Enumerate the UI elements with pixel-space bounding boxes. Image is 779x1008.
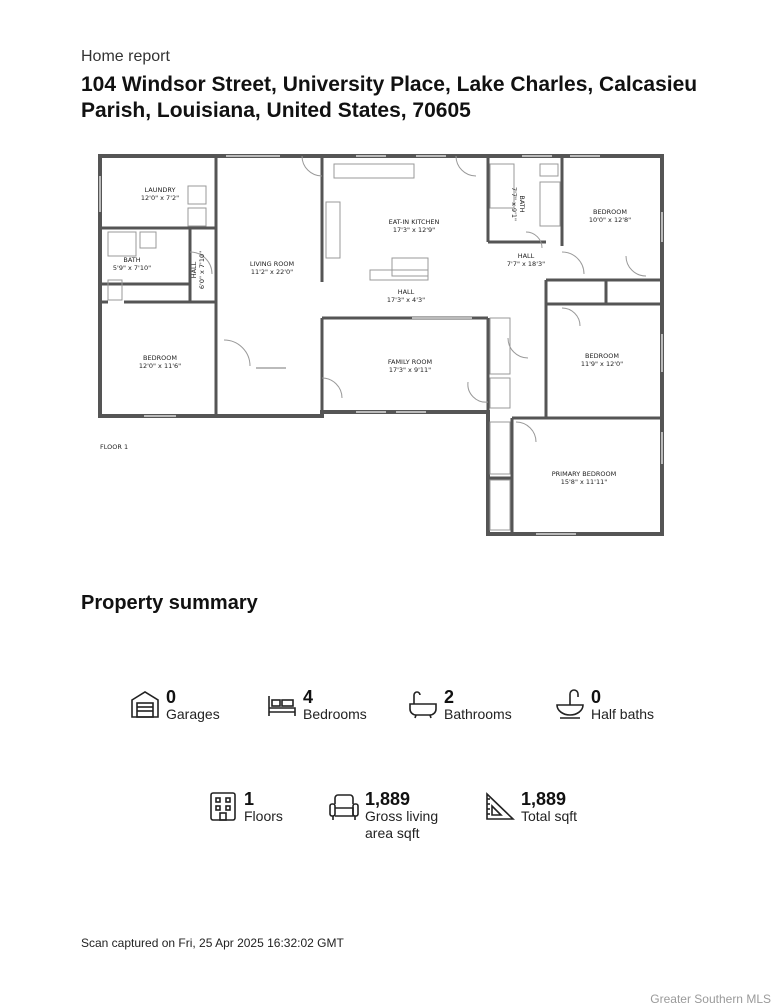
stat-value: 1,889 [521,789,567,809]
scan-timestamp: Scan captured on Fri, 25 Apr 2025 16:32:02 GMT [81,936,344,950]
room-label-bedroom-2: BEDROOM 10'0" x 12'8" [588,208,632,224]
room-label-bath-1: BATH 5'9" x 7'10" [112,256,152,272]
room-label-laundry: LAUNDRY 12'0" x 7'2" [140,186,180,202]
summary-title: Property summary [81,592,258,614]
room-label-bath-2: BATH7'7" x 9'1" [510,186,526,222]
stat-value: 1,889 [365,789,411,809]
stat-label: Bedrooms [303,706,367,722]
stat-half-baths [554,688,654,723]
stat-value: 0 [166,687,177,707]
stat-value: 1 [244,789,255,809]
room-label-kitchen: EAT-IN KITCHEN 17'3" x 12'9" [388,218,440,234]
garage-icon [129,688,161,720]
bathtub-icon [407,688,439,720]
floor-plan-drawing [96,152,666,542]
stat-label: Floors [244,808,283,824]
stat-label: Half baths [591,706,655,722]
stat-value: 4 [303,687,314,707]
report-kicker: Home report [81,48,170,65]
fixtures [108,164,560,530]
armchair-icon [328,790,360,822]
stat-bedrooms [266,688,367,723]
building-icon [207,790,239,822]
stat-label-line-1: Gross living [365,808,439,824]
room-label-living-room: LIVING ROOM 11'2" x 22'0" [249,260,295,276]
stat-floors [207,790,283,825]
stat-label: Garages [166,706,220,722]
room-label-family-room: FAMILY ROOM 17'3" x 9'11" [387,358,433,374]
property-address: 104 Windsor Street, University Place, Lake Charles, Calcasieu Parish, Louisiana, United States, 70605 [81,73,698,122]
mls-watermark: Greater Southern MLS [650,992,771,1006]
stat-value: 2 [444,687,455,707]
floor-plan [96,152,666,547]
stat-value: 0 [591,687,602,707]
room-label-hall-2: HALL 17'3" x 4'3" [386,288,426,304]
room-label-hall-3: HALL 7'7" x 18'3" [506,252,546,268]
stat-label: Bathrooms [444,706,512,722]
room-label-primary-bedroom: PRIMARY BEDROOM 15'8" x 11'11" [551,470,617,486]
stat-label-line-2: area sqft [365,825,420,841]
room-label-bedroom-1: BEDROOM 12'0" x 11'6" [138,354,182,370]
stat-bathrooms [407,688,512,723]
stat-garages [129,688,220,723]
set-square-icon [484,790,516,822]
room-label-bedroom-3: BEDROOM 11'9" x 12'0" [580,352,624,368]
bed-icon [266,688,298,720]
sink-icon [554,688,586,720]
stat-label: Total sqft [521,808,578,824]
room-label-hall-1: HALL6'0" x 7'10" [190,250,206,290]
stat-total-sqft [484,790,577,825]
floor-label: FLOOR 1 [100,443,129,451]
stat-gross-living-area [328,790,438,842]
